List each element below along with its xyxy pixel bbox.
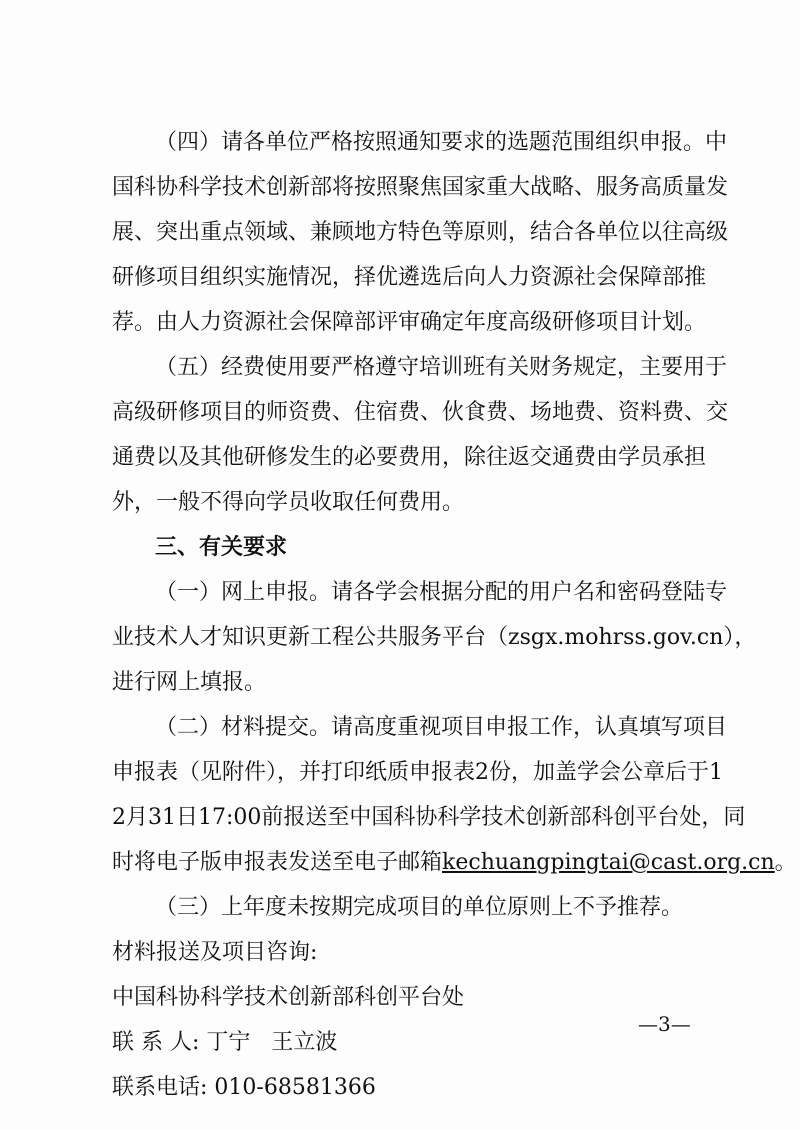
- page-number: —3—: [638, 1012, 691, 1036]
- sentence-end: 。: [774, 850, 797, 875]
- contact-person-names: 丁宁 王立波: [206, 1030, 338, 1055]
- email-link[interactable]: kechuangpingtai@cast.org.cn: [442, 850, 775, 875]
- contact-phone-label: 联系电话:: [112, 1075, 208, 1100]
- requirement-2-line-2: 申报表（见附件），并打印纸质申报表2份，加盖学会公章后于1: [112, 760, 723, 785]
- paragraph-5-line-1: （五）经费使用要严格遵守培训班有关财务规定，主要用于: [155, 355, 728, 380]
- paragraph-4-line-2: 国科协科学技术创新部将按照聚焦国家重大战略、服务高质量发: [112, 175, 729, 200]
- requirement-1-line-3: 进行网上填报。: [112, 670, 267, 695]
- requirement-3: （三）上年度未按期完成项目的单位原则上不予推荐。: [155, 895, 684, 920]
- paragraph-4-line-4: 研修项目组织实施情况，择优遴选后向人力资源社会保障部推: [112, 265, 707, 290]
- paragraph-5-line-2: 高级研修项目的师资费、住宿费、伙食费、场地费、资料费、交: [112, 400, 729, 425]
- requirement-1-line-2: 业技术人才知识更新工程公共服务平台（zsgx.mohrss.gov.cn），: [112, 625, 757, 650]
- paragraph-4-line-1: （四）请各单位严格按照通知要求的选题范围组织申报。中: [155, 130, 728, 155]
- requirement-2-line-1: （二）材料提交。请高度重视项目申报工作，认真填写项目: [155, 715, 728, 740]
- requirement-2-line-3: 2月31日17:00前报送至中国科协科学技术创新部科创平台处，同: [112, 805, 746, 830]
- email-instruction-text: 时将电子版申报表发送至电子邮箱: [112, 850, 443, 875]
- contact-title: 材料报送及项目咨询:: [112, 940, 318, 965]
- contact-phone-number: 010-68581366: [214, 1075, 376, 1100]
- contact-phone-row: [112, 1073, 376, 1103]
- paragraph-4-line-5: 荐。由人力资源社会保障部评审确定年度高级研修项目计划。: [112, 310, 707, 335]
- requirement-2-line-4: [112, 848, 797, 878]
- paragraph-5-line-3: 通费以及其他研修发生的必要费用，除往返交通费由学员承担: [112, 445, 707, 470]
- contact-person-row: [112, 1028, 337, 1058]
- paragraph-5-line-4: 外，一般不得向学员收取任何费用。: [112, 490, 465, 515]
- contact-org: 中国科协科学技术创新部科创平台处: [112, 985, 465, 1010]
- requirement-1-line-1: （一）网上申报。请各学会根据分配的用户名和密码登陆专: [155, 580, 728, 605]
- section-3-heading: 三、有关要求: [155, 535, 288, 560]
- paragraph-4-line-3: 展、突出重点领域、兼顾地方特色等原则，结合各单位以往高级: [112, 220, 729, 245]
- contact-person-label: 联 系 人:: [112, 1030, 200, 1055]
